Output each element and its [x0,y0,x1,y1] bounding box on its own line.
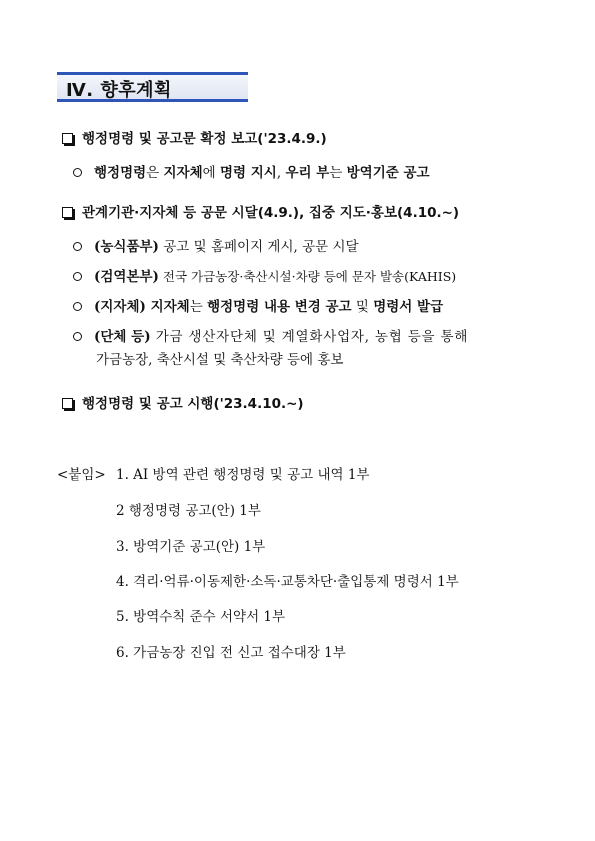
text-part: 행정명령 내용 변경 공고 [207,299,352,315]
circle-bullet-icon [73,242,82,251]
text-part: 및 [351,299,374,315]
item-2-sub-2 [73,265,456,285]
text-part: 는 [329,165,347,181]
text-part: 공고 및 홈페이지 게시, 공문 시달 [158,239,359,255]
item-2-sub-3 [73,295,443,315]
circle-bullet-icon [73,302,82,311]
circle-bullet-icon [73,168,82,177]
item-3 [62,392,304,412]
attachment-item: 1. AI 방역 관련 행정명령 및 공고 내역 1부 [116,467,370,483]
text-part: , [276,165,286,181]
checkbox-square-icon [62,133,73,144]
text-part: 은 [146,165,164,181]
item-2-sub-1 [73,235,359,255]
text-part: (단체 등) [94,329,151,345]
text-part: (농식품부) [94,239,159,255]
text-part: 우리 부 [285,165,330,181]
item-1-title: 행정명령 및 공고문 확정 보고('23.4.9.) [82,131,327,147]
attachment-item: 6. 가금농장 진입 전 신고 접수대장 1부 [116,645,346,661]
text-part: 가금 생산자단체 및 계열화사업자, 농협 등을 통해 [150,329,469,345]
item-2 [62,201,459,221]
text-part: 지자체 [163,165,203,181]
text-part: 에 [202,165,220,181]
circle-bullet-icon [73,272,82,281]
section-title: Ⅳ. 향후계획 [66,80,172,101]
text-part: 명령서 발급 [373,299,444,315]
circle-bullet-icon [73,332,82,341]
text-part: (지자체) 지자체 [94,299,190,315]
attachment-item: 2 행정명령 공고(안) 1부 [116,503,261,519]
checkbox-square-icon [62,207,73,218]
item-1 [62,127,327,147]
text-part: (검역본부) [94,269,159,285]
text-part: 행정명령 [94,165,147,181]
item-2-sub-4 [73,325,468,345]
text-part: 명령 지시 [219,165,277,181]
attachments-label: <붙임> [57,467,106,483]
item-2-title: 관계기관·지자체 등 공문 시달(4.9.), 집중 지도·홍보(4.10.~) [82,205,460,221]
text-part: 전국 가금농장·축산시설·차량 등에 문자 발송(KAHIS) [158,269,457,284]
attachment-item: 5. 방역수칙 준수 서약서 1부 [116,609,286,625]
text-part: 는 [189,299,208,315]
item-3-title: 행정명령 및 공고 시행('23.4.10.~) [82,396,304,412]
text-part: 방역기준 공고 [346,165,430,181]
checkbox-square-icon [62,398,73,409]
item-1-sub-1 [73,161,430,181]
attachment-item: 4. 격리·억류·이동제한·소독·교통차단·출입통제 명령서 1부 [116,574,459,590]
item-2-sub-4-continuation: 가금농장, 축산시설 및 축산차량 등에 홍보 [96,352,344,368]
attachment-item: 3. 방역기준 공고(안) 1부 [116,539,266,555]
